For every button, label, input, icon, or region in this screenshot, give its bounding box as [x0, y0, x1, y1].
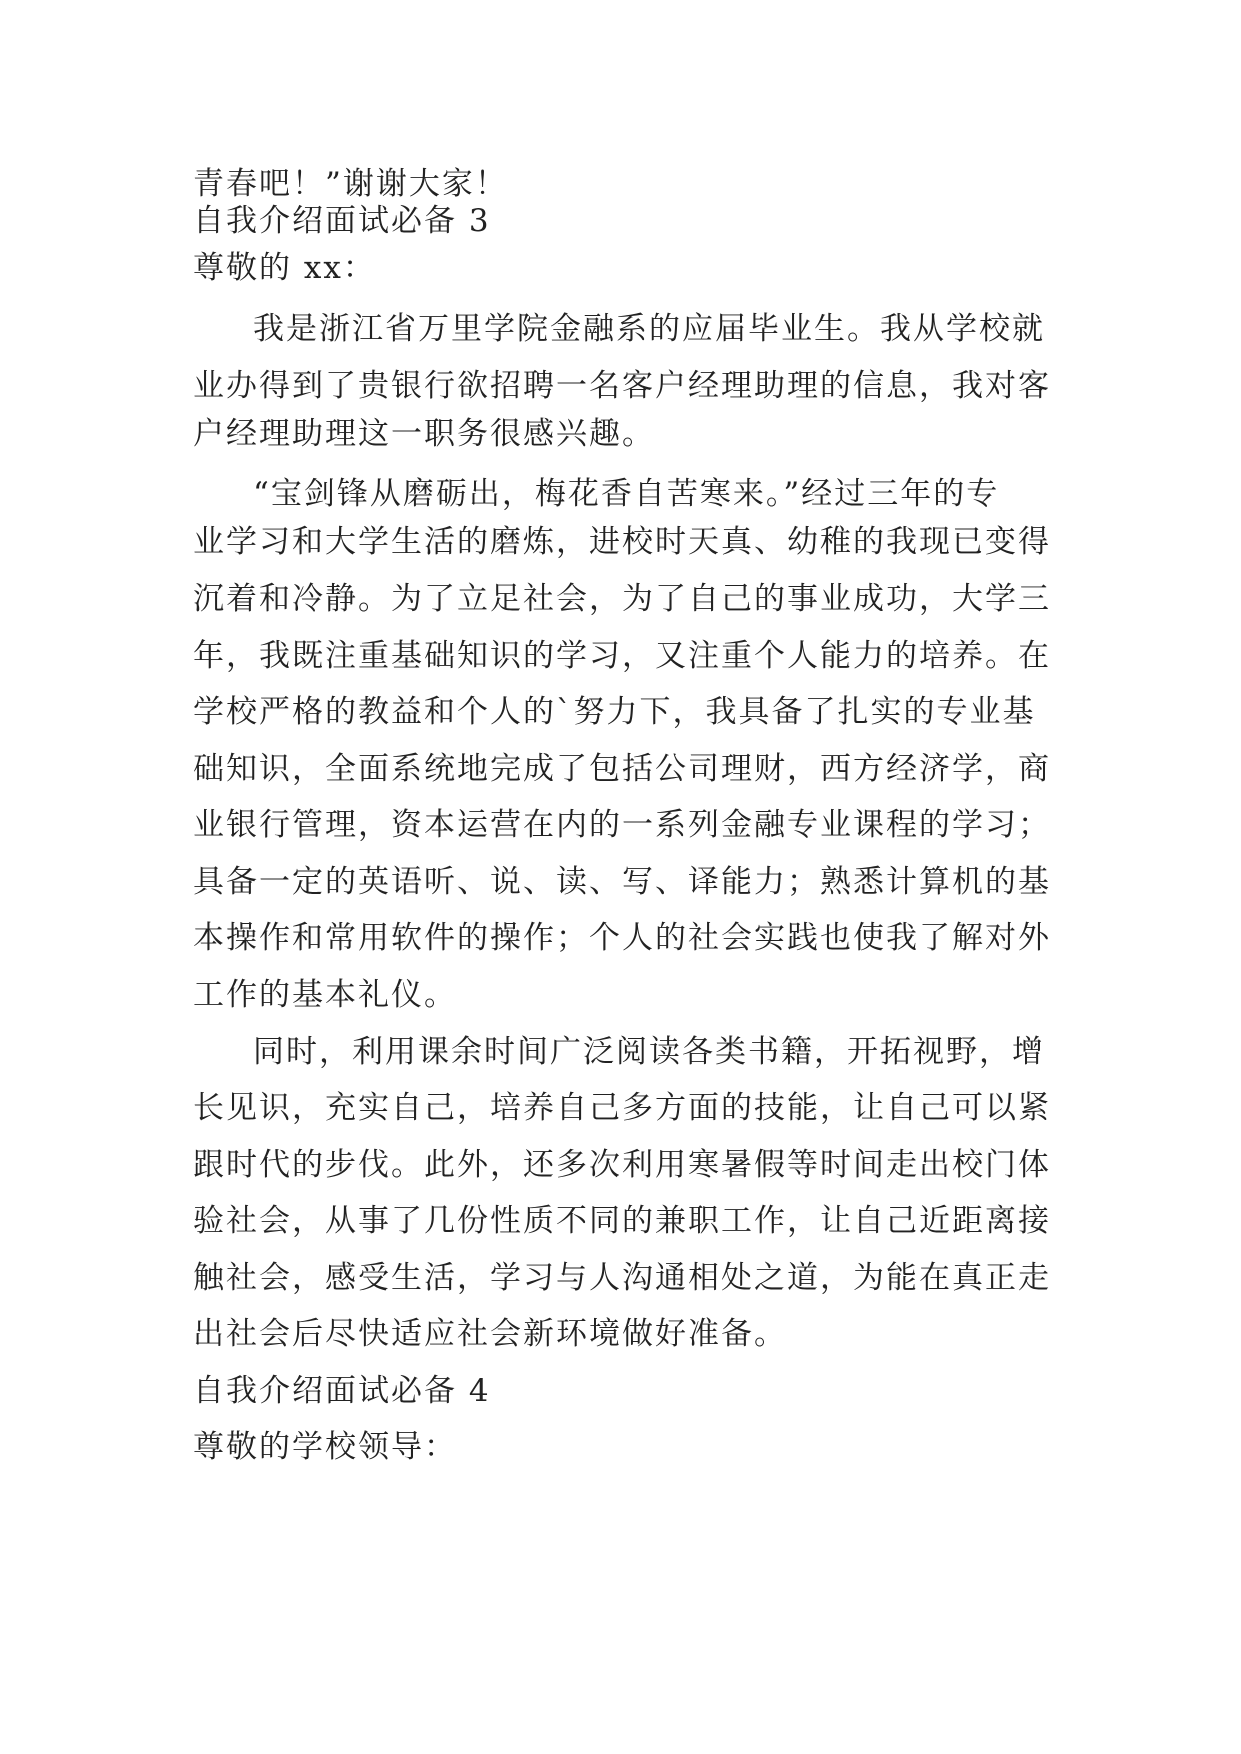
paragraph-line: 沉着和冷静。为了立足社会，为了自己的事业成功，大学三 — [193, 581, 1051, 617]
paragraph-line: 业学习和大学生活的磨炼，进校时天真、幼稚的我现已变得 — [193, 524, 1051, 560]
text-line: 青春吧！”谢谢大家！ — [193, 166, 508, 202]
paragraph-line: 长见识，充实自己，培养自己多方面的技能，让自己可以紧 — [193, 1090, 1051, 1126]
paragraph-line: 同时，利用课余时间广泛阅读各类书籍，开拓视野，增 — [253, 1034, 1045, 1070]
section-heading: 自我介绍面试必备 4 — [193, 1373, 491, 1409]
paragraph-line: 业办得到了贵银行欲招聘一名客户经理助理的信息，我对客 — [193, 368, 1051, 404]
paragraph-line: 出社会后尽快适应社会新环境做好准备。 — [193, 1316, 787, 1352]
salutation: 尊敬的 xx： — [193, 250, 376, 286]
paragraph-line: “宝剑锋从磨砺出，梅花香自苦寒来。”经过三年的专 — [253, 476, 1000, 512]
paragraph-line: 具备一定的英语听、说、读、写、译能力；熟悉计算机的基 — [193, 864, 1051, 900]
paragraph-line: 础知识，全面系统地完成了包括公司理财，西方经济学，商 — [193, 751, 1051, 787]
paragraph-line: 验社会，从事了几份性质不同的兼职工作，让自己近距离接 — [193, 1203, 1051, 1239]
paragraph-line: 本操作和常用软件的操作；个人的社会实践也使我了解对外 — [193, 920, 1051, 956]
paragraph-line: 工作的基本礼仪。 — [193, 977, 457, 1013]
section-heading: 自我介绍面试必备 3 — [193, 203, 491, 239]
paragraph-line: 年，我既注重基础知识的学习，又注重个人能力的培养。在 — [193, 638, 1051, 674]
paragraph-line: 触社会，感受生活，学习与人沟通相处之道，为能在真正走 — [193, 1260, 1051, 1296]
salutation: 尊敬的学校领导： — [193, 1429, 457, 1465]
paragraph-line: 学校严格的教益和个人的`努力下，我具备了扎实的专业基 — [193, 694, 1036, 730]
paragraph-line: 我是浙江省万里学院金融系的应届毕业生。我从学校就 — [253, 311, 1045, 347]
paragraph-line: 户经理助理这一职务很感兴趣。 — [193, 416, 655, 452]
paragraph-line: 跟时代的步伐。此外，还多次利用寒暑假等时间走出校门体 — [193, 1147, 1051, 1183]
paragraph-line: 业银行管理，资本运营在内的一系列金融专业课程的学习； — [193, 807, 1051, 843]
